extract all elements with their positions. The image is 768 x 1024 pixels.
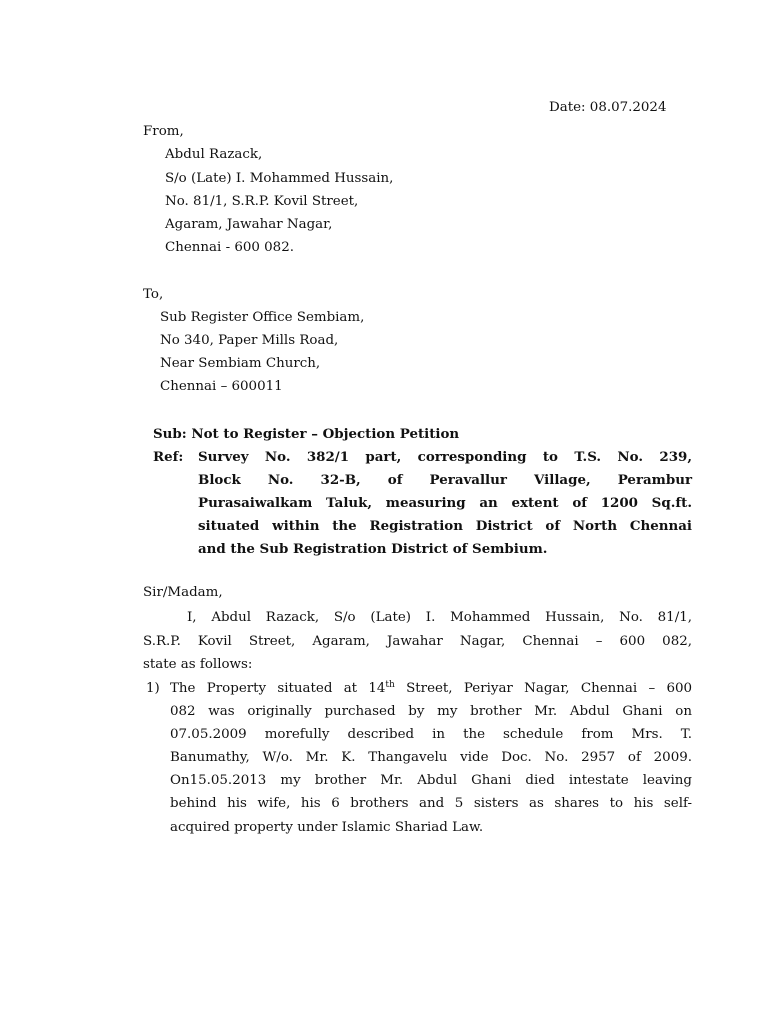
reference-line: situated within the Registration District of North Chennai <box>198 518 692 534</box>
point-line: 07.05.2009 morefully described in the schedule from Mrs. T. <box>170 727 692 742</box>
to-address-line: Chennai – 600011 <box>160 379 283 394</box>
point-line: Banumathy, W/o. Mr. K. Thangavelu vide Doc. No. 2957 of 2009. <box>170 750 692 765</box>
subject-line: Sub: Not to Register – Objection Petition <box>153 426 460 442</box>
to-address-line: Sub Register Office Sembiam, <box>160 310 365 325</box>
point-line <box>170 681 692 696</box>
point-line: 082 was originally purchased by my brother Mr. Abdul Ghani on <box>170 704 692 719</box>
point-line: acquired property under Islamic Shariad Law. <box>170 820 484 835</box>
intro-line: state as follows: <box>143 657 253 672</box>
point-number: 1) <box>146 681 160 696</box>
reference-label: Ref: <box>153 449 184 465</box>
point-text: Street, Periyar Nagar, Chennai – 600 <box>394 681 693 696</box>
point-text: The Property situated at 14 <box>170 681 386 696</box>
point-superscript: th <box>385 680 395 690</box>
intro-line: S.R.P. Kovil Street, Agaram, Jawahar Nagar, Chennai – 600 082, <box>143 634 692 649</box>
to-label: To, <box>143 287 164 302</box>
from-address-line: No. 81/1, S.R.P. Kovil Street, <box>165 194 359 209</box>
point-line: On15.05.2013 my brother Mr. Abdul Ghani died intestate leaving <box>170 773 692 788</box>
reference-line: Block No. 32-B, of Peravallur Village, Perambur <box>198 472 692 488</box>
reference-line: and the Sub Registration District of Sembium. <box>198 541 548 557</box>
to-address-line: No 340, Paper Mills Road, <box>160 333 339 348</box>
from-address-line: S/o (Late) I. Mohammed Hussain, <box>165 171 394 186</box>
from-address-line: Abdul Razack, <box>165 147 263 162</box>
from-address-line: Chennai - 600 082. <box>165 240 294 255</box>
reference-line: Purasaiwalkam Taluk, measuring an extent of 1200 Sq.ft. <box>198 495 692 511</box>
to-address-line: Near Sembiam Church, <box>160 356 321 371</box>
salutation: Sir/Madam, <box>143 585 223 600</box>
intro-line: I, Abdul Razack, S/o (Late) I. Mohammed Hussain, No. 81/1, <box>187 610 692 625</box>
from-address-line: Agaram, Jawahar Nagar, <box>165 217 333 232</box>
from-label: From, <box>143 124 184 139</box>
letter-date: Date: 08.07.2024 <box>549 100 667 115</box>
reference-line: Survey No. 382/1 part, corresponding to T.S. No. 239, <box>198 449 692 465</box>
point-line: behind his wife, his 6 brothers and 5 sisters as shares to his self- <box>170 796 692 811</box>
